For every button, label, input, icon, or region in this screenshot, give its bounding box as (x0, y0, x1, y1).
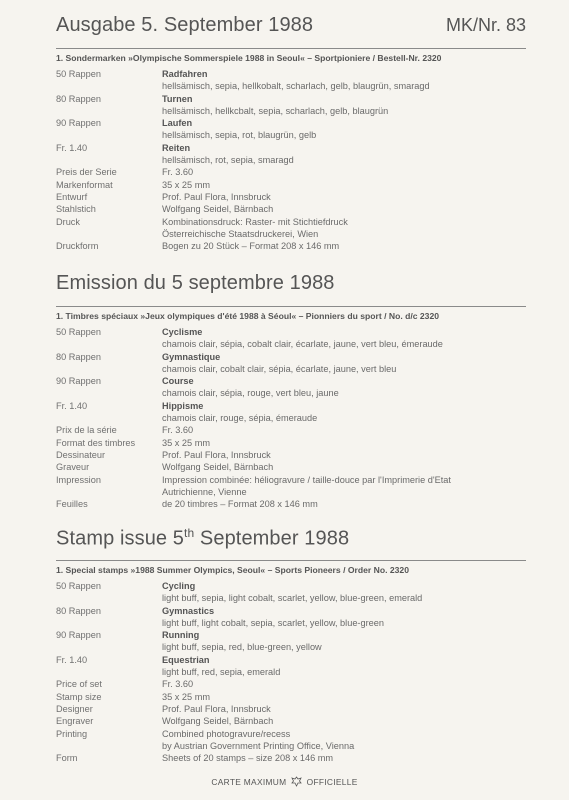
title-superscript: th (184, 526, 195, 540)
detail-value: Fr. 3.60 (162, 679, 194, 690)
detail-label: Preis der Serie (56, 167, 117, 178)
stamp-name: Reiten (162, 142, 191, 153)
stamp-detail (162, 117, 526, 142)
stamp-detail (162, 605, 526, 630)
stamp-value: 80 Rappen (56, 605, 101, 616)
stamp-name: Running (162, 630, 200, 641)
eagle-emblem-icon (291, 776, 302, 787)
detail-row (56, 703, 526, 715)
detail-value: Impression combinée: héliogravure / taille-douce par l'Imprimerie d'Etat (162, 474, 451, 485)
stamp-colors: hellsämisch, hellkcbalt, sepia, scharlach, gelb, blaugrün (162, 105, 389, 116)
section-english (56, 526, 526, 764)
detail-values (162, 715, 526, 727)
detail-row (56, 437, 526, 449)
detail-label: Designer (56, 703, 93, 714)
detail-label: Dessinateur (56, 449, 106, 460)
stamp-value: Fr. 1.40 (56, 400, 88, 411)
section-header (56, 272, 526, 307)
detail-values (162, 678, 526, 690)
detail-row (56, 203, 526, 215)
detail-row (56, 166, 526, 178)
stamp-detail (162, 351, 526, 376)
detail-row (56, 424, 526, 436)
detail-values (162, 474, 526, 499)
detail-values (162, 424, 526, 436)
stamp-colors: hellsämisch, rot, sepia, smaragd (162, 155, 294, 166)
stamp-colors: light buff, red, sepia, emerald (162, 667, 281, 678)
stamp-detail (162, 375, 526, 400)
section-header (56, 14, 526, 49)
stamp-detail (162, 68, 526, 93)
detail-value: by Austrian Government Printing Office, Vienna (162, 740, 355, 751)
stamp-detail (162, 629, 526, 654)
detail-value: Kombinationsdruck: Raster- mit Stichtiefdruck (162, 216, 348, 227)
stamp-colors: light buff, sepia, red, blue-green, yellow (162, 642, 322, 653)
stamp-name: Hippisme (162, 400, 204, 411)
stamp-name: Gymnastique (162, 351, 221, 362)
detail-row (56, 752, 526, 764)
stamp-value: 90 Rappen (56, 118, 101, 129)
detail-value: Prof. Paul Flora, Innsbruck (162, 703, 271, 714)
stamp-detail (162, 580, 526, 605)
stamp-list (56, 580, 526, 764)
stamp-value: 90 Rappen (56, 630, 101, 641)
detail-label: Printing (56, 728, 88, 739)
detail-label: Stahlstich (56, 204, 96, 215)
stamp-colors: hellsämisch, sepia, rot, blaugrün, gelb (162, 130, 317, 141)
section-german (56, 14, 526, 252)
issue-description: 1. Timbres spéciaux »Jeux olympiques d'été 1988 à Séoul« – Pionniers du sport / No. d/c 2320 (56, 311, 440, 321)
stamp-row (56, 351, 526, 376)
stamp-row (56, 654, 526, 679)
detail-label: Stamp size (56, 691, 102, 702)
stamp-value: 50 Rappen (56, 69, 101, 79)
stamp-detail (162, 400, 526, 425)
detail-value: de 20 timbres – Format 208 x 146 mm (162, 499, 318, 510)
detail-value: 35 x 25 mm (162, 691, 210, 702)
section-title: Ausgabe 5. September 1988 (56, 14, 314, 36)
stamp-colors: chamois clair, sépia, cobalt clair, écarlate, jaune, vert bleu, émeraude (162, 339, 443, 350)
detail-row (56, 728, 526, 753)
section-title (56, 526, 349, 551)
detail-value: Prof. Paul Flora, Innsbruck (162, 191, 271, 202)
detail-row (56, 216, 526, 241)
stamp-colors: light buff, sepia, light cobalt, scarlet, yellow, blue-green, emerald (162, 593, 423, 604)
detail-values (162, 691, 526, 703)
stamp-name: Gymnastics (162, 605, 215, 616)
detail-value: Autrichienne, Vienne (162, 486, 247, 497)
stamp-value: 80 Rappen (56, 93, 101, 104)
detail-label: Graveur (56, 462, 90, 473)
footer-right-text: OFFICIELLE (306, 777, 358, 787)
detail-values (162, 191, 526, 203)
stamp-value: 90 Rappen (56, 376, 101, 387)
stamp-row (56, 68, 526, 93)
detail-value: Wolfgang Seidel, Bärnbach (162, 204, 274, 215)
stamp-value: 80 Rappen (56, 351, 101, 362)
title-main: Stamp issue 5 (56, 527, 185, 550)
stamp-row (56, 375, 526, 400)
detail-values (162, 240, 526, 252)
detail-value: Fr. 3.60 (162, 425, 194, 436)
stamp-row (56, 400, 526, 425)
detail-value: Wolfgang Seidel, Bärnbach (162, 462, 274, 473)
detail-value: 35 x 25 mm (162, 437, 210, 448)
stamp-colors: hellsämisch, sepia, hellkobalt, scharlach, gelb, blaugrün, smaragd (162, 81, 430, 92)
stamp-detail (162, 654, 526, 679)
detail-value: Bogen zu 20 Stück – Format 208 x 146 mm (162, 241, 340, 252)
stamp-value: 50 Rappen (56, 327, 101, 337)
stamp-name: Course (162, 376, 194, 387)
detail-values (162, 498, 526, 510)
stamp-row (56, 142, 526, 167)
stamp-row (56, 117, 526, 142)
detail-values (162, 437, 526, 449)
detail-value: Combined photogravure/recess (162, 728, 291, 739)
detail-value: Österreichische Staatsdruckerei, Wien (162, 228, 319, 239)
stamp-detail (162, 326, 526, 351)
stamp-value: Fr. 1.40 (56, 654, 88, 665)
detail-values (162, 179, 526, 191)
stamp-value: 50 Rappen (56, 581, 101, 591)
stamp-colors: light buff, light cobalt, sepia, scarlet, yellow, blue-green (162, 617, 384, 628)
detail-value: Fr. 3.60 (162, 167, 194, 178)
stamp-row (56, 326, 526, 351)
detail-values (162, 449, 526, 461)
detail-row (56, 715, 526, 727)
stamp-name: Turnen (162, 93, 193, 104)
detail-values (162, 752, 526, 764)
detail-values (162, 166, 526, 178)
detail-values (162, 461, 526, 473)
detail-label: Form (56, 753, 78, 764)
detail-row (56, 461, 526, 473)
detail-label: Entwurf (56, 191, 88, 202)
footer (0, 776, 569, 787)
section-header (56, 526, 526, 561)
detail-values (162, 728, 526, 753)
stamp-colors: chamois clair, cobalt clair, sépia, écarlate, jaune, vert bleu (162, 363, 397, 374)
stamp-detail (162, 142, 526, 167)
detail-label: Impression (56, 474, 101, 485)
detail-values (162, 703, 526, 715)
detail-label: Feuilles (56, 499, 88, 510)
stamp-row (56, 93, 526, 118)
stamp-name: Radfahren (162, 69, 208, 79)
stamp-list (56, 326, 526, 510)
stamp-colors: chamois clair, rouge, sépia, émeraude (162, 413, 318, 424)
detail-values (162, 216, 526, 241)
stamp-name: Laufen (162, 118, 193, 129)
issue-description: 1. Special stamps »1988 Summer Olympics, Seoul« – Sports Pioneers / Order No. 2320 (56, 565, 409, 575)
detail-values (162, 203, 526, 215)
detail-row (56, 449, 526, 461)
title-tail: September 1988 (194, 527, 350, 550)
detail-row (56, 240, 526, 252)
detail-row (56, 191, 526, 203)
stamp-row (56, 580, 526, 605)
section-title: Emission du 5 septembre 1988 (56, 272, 335, 294)
detail-label: Prix de la série (56, 425, 117, 436)
detail-label: Price of set (56, 679, 102, 690)
detail-label: Markenformat (56, 179, 113, 190)
stamp-value: Fr. 1.40 (56, 142, 88, 153)
stamp-name: Equestrian (162, 654, 210, 665)
detail-value: Wolfgang Seidel, Bärnbach (162, 716, 274, 727)
detail-row (56, 678, 526, 690)
detail-row (56, 498, 526, 510)
reference-number: MK/Nr. 83 (445, 15, 526, 35)
stamp-colors: chamois clair, sépia, rouge, vert bleu, jaune (162, 388, 339, 399)
detail-label: Druckform (56, 241, 99, 252)
detail-label: Format des timbres (56, 437, 136, 448)
stamp-detail (162, 93, 526, 118)
section-french (56, 272, 526, 510)
detail-row (56, 691, 526, 703)
stamp-list (56, 68, 526, 252)
detail-value: Sheets of 20 stamps – size 208 x 146 mm (162, 753, 334, 764)
detail-value: Prof. Paul Flora, Innsbruck (162, 449, 271, 460)
stamp-name: Cyclisme (162, 327, 203, 337)
detail-value: 35 x 25 mm (162, 179, 210, 190)
detail-label: Druck (56, 216, 80, 227)
detail-row (56, 179, 526, 191)
stamp-row (56, 629, 526, 654)
stamp-row (56, 605, 526, 630)
detail-row (56, 474, 526, 499)
footer-left-text: CARTE MAXIMUM (211, 777, 287, 787)
detail-label: Engraver (56, 716, 94, 727)
stamp-name: Cycling (162, 581, 196, 591)
issue-description: 1. Sondermarken »Olympische Sommerspiele 1988 in Seoul« – Sportpioniere / Bestell-Nr. 2320 (56, 53, 442, 63)
